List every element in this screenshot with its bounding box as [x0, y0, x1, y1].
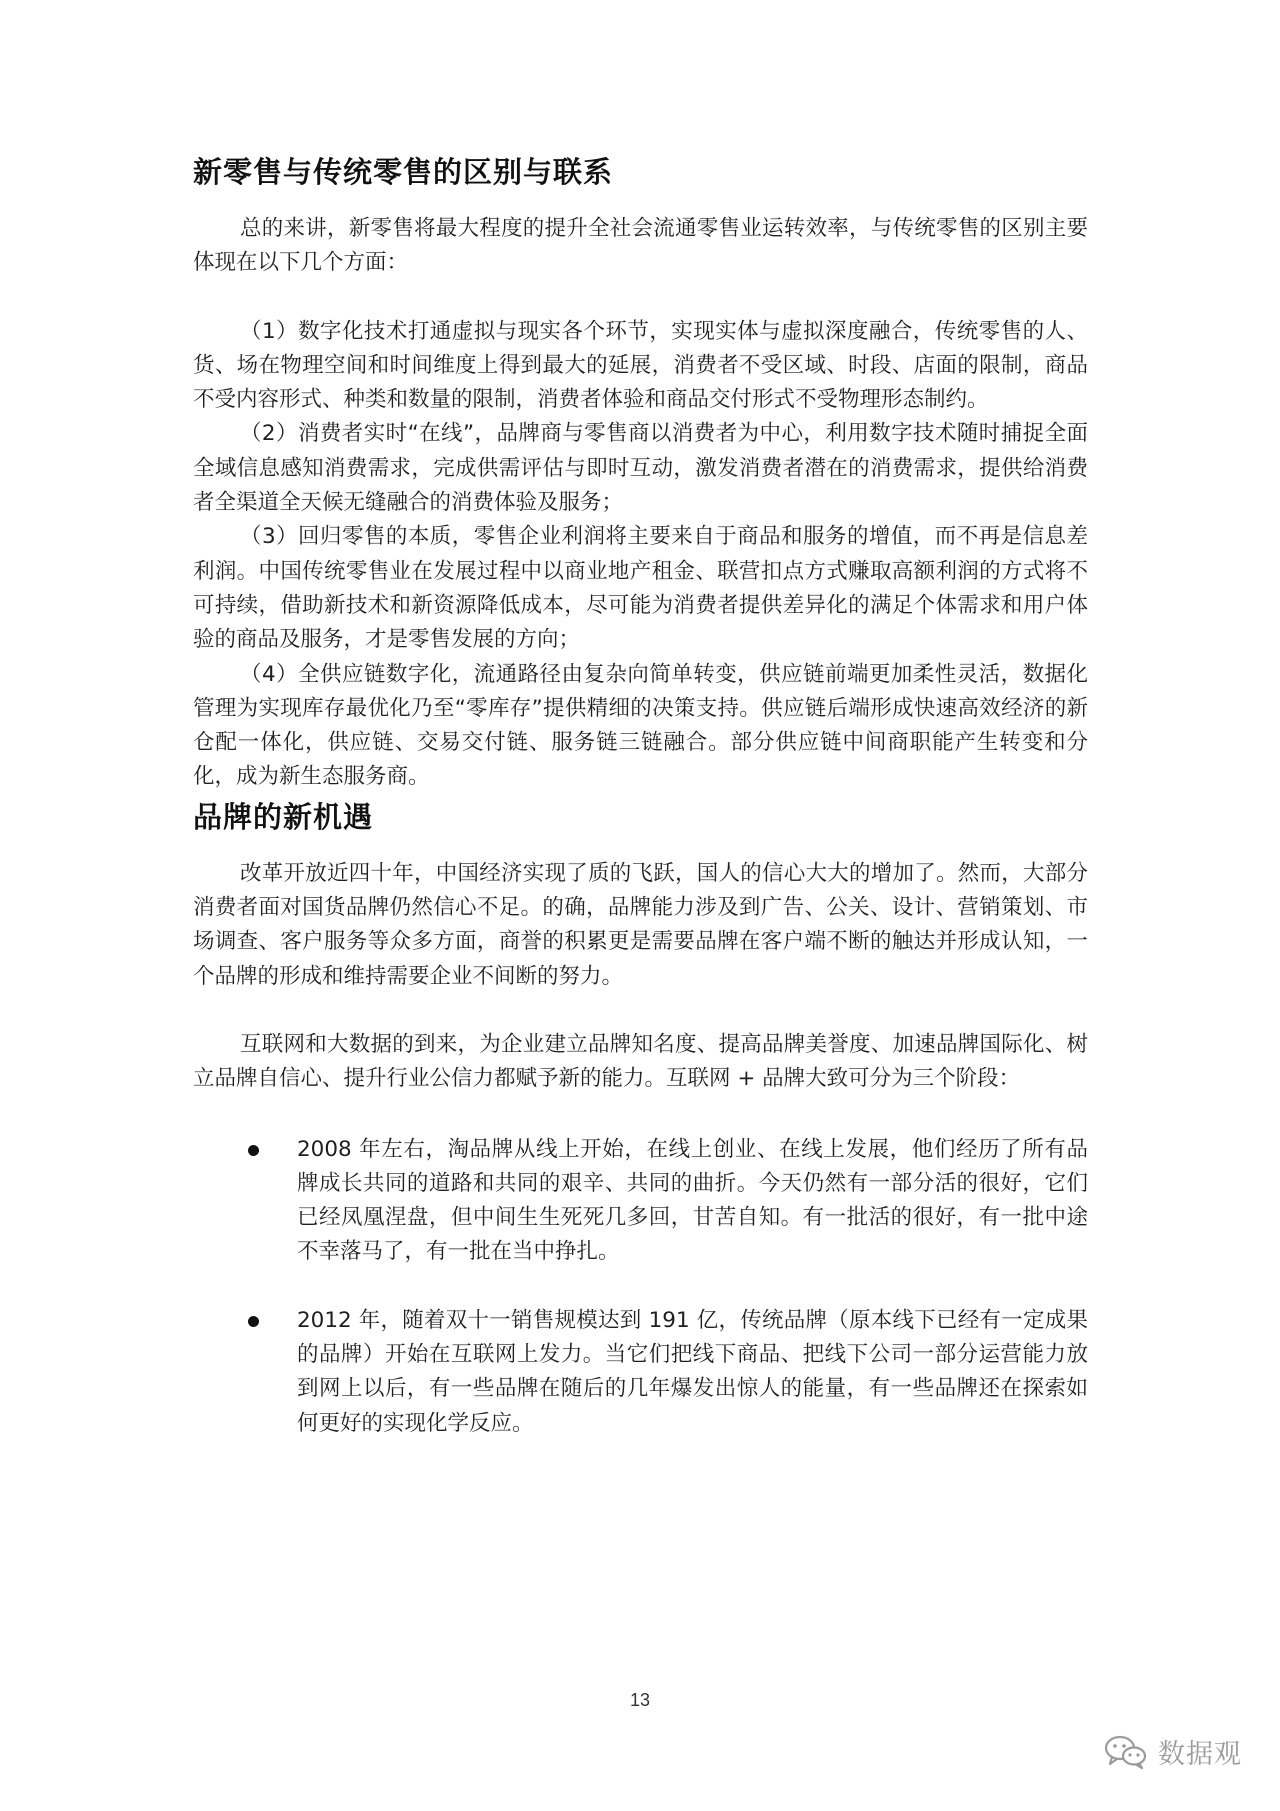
point-2: （2）消费者实时“在线”，品牌商与零售商以消费者为中心，利用数字技术随时捕捉全面全域信息感知消费需求，完成供需评估与即时互动，激发消费者潜在的消费需求，提供给消费者全渠道全天候无缝融合的消费体验及服务；: [193, 421, 1088, 516]
page-number: 13: [629, 1690, 651, 1710]
point-4: （4）全供应链数字化，流通路径由复杂向简单转变，供应链前端更加柔性灵活，数据化管理为实现库存最优化乃至“零库存”提供精细的决策支持。供应链后端形成快速高效经济的新仓配一体化，供应链、交易交付链、服务链三链融合。部分供应链中间商职能产生转变和分化，成为新生态服务商。: [193, 661, 1088, 790]
difference-points: [193, 315, 1088, 795]
point-1: （1）数字化技术打通虚拟与现实各个环节，实现实体与虚拟深度融合，传统零售的人、货、场在物理空间和时间维度上得到最大的延展，消费者不受区域、时段、店面的限制，商品不受内容形式、种类和数量的限制，消费者体验和商品交付形式不受物理形态制约。: [193, 318, 1088, 413]
bullet-dot-icon: [248, 1316, 259, 1327]
brand-paragraph-2: 互联网和大数据的到来，为企业建立品牌知名度、提高品牌美誉度、加速品牌国际化、树立品牌自信心、提升行业公信力都赋予新的能力。互联网 + 品牌大致可分为三个阶段：: [193, 1031, 1088, 1092]
watermark-text: 数据观: [1158, 1739, 1242, 1770]
page-content: [193, 150, 1088, 1475]
section-title-new-retail: 新零售与传统零售的区别与联系: [193, 155, 614, 189]
list-item: [193, 1304, 1088, 1441]
list-item-text: 2012 年，随着双十一销售规模达到 191 亿，传统品牌（原本线下已经有一定成果的品牌）开始在互联网上发力。当它们把线下商品、把线下公司一部分运营能力放到网上以后，有一些品牌在随后的几年爆发出惊人的能量，有一些品牌还在探索如何更好的实现化学反应。: [297, 1307, 1088, 1436]
wechat-icon: [1104, 1734, 1148, 1770]
intro-paragraph: 总的来讲，新零售将最大程度的提升全社会流通零售业运转效率，与传统零售的区别主要体现在以下几个方面：: [193, 216, 1088, 276]
point-3: （3）回归零售的本质，零售企业利润将主要来自于商品和服务的增值，而不再是信息差利润。中国传统零售业在发展过程中以商业地产租金、联营扣点方式赚取高额利润的方式将不可持续，借助新技术和新资源降低成本，尽可能为消费者提供差异化的满足个体需求和用户体验的商品及服务，才是零售发展的方向；: [193, 524, 1088, 653]
bullet-dot-icon: [248, 1145, 259, 1156]
list-item: [193, 1133, 1088, 1270]
brand-paragraph-1: 改革开放近四十年，中国经济实现了质的飞跃，国人的信心大大的增加了。然而，大部分消费者面对国货品牌仍然信心不足。的确，品牌能力涉及到广告、公关、设计、营销策划、市场调查、客户服务等众多方面，商誉的积累更是需要品牌在客户端不断的触达并形成认知，一个品牌的形成和维持需要企业不间断的努力。: [193, 860, 1088, 989]
watermark: [1104, 1732, 1242, 1771]
section-title-brand-opportunity: 品牌的新机遇: [193, 799, 374, 834]
stage-list: [193, 1133, 1088, 1441]
list-item-text: 2008 年左右，淘品牌从线上开始，在线上创业、在线上发展，他们经历了所有品牌成长共同的道路和共同的艰辛、共同的曲折。今天仍然有一部分活的很好，它们已经凤凰涅盘，但中间生生死死几多回，甘苦自知。有一批活的很好，有一批中途不幸落马了，有一批在当中挣扎。: [297, 1136, 1088, 1265]
